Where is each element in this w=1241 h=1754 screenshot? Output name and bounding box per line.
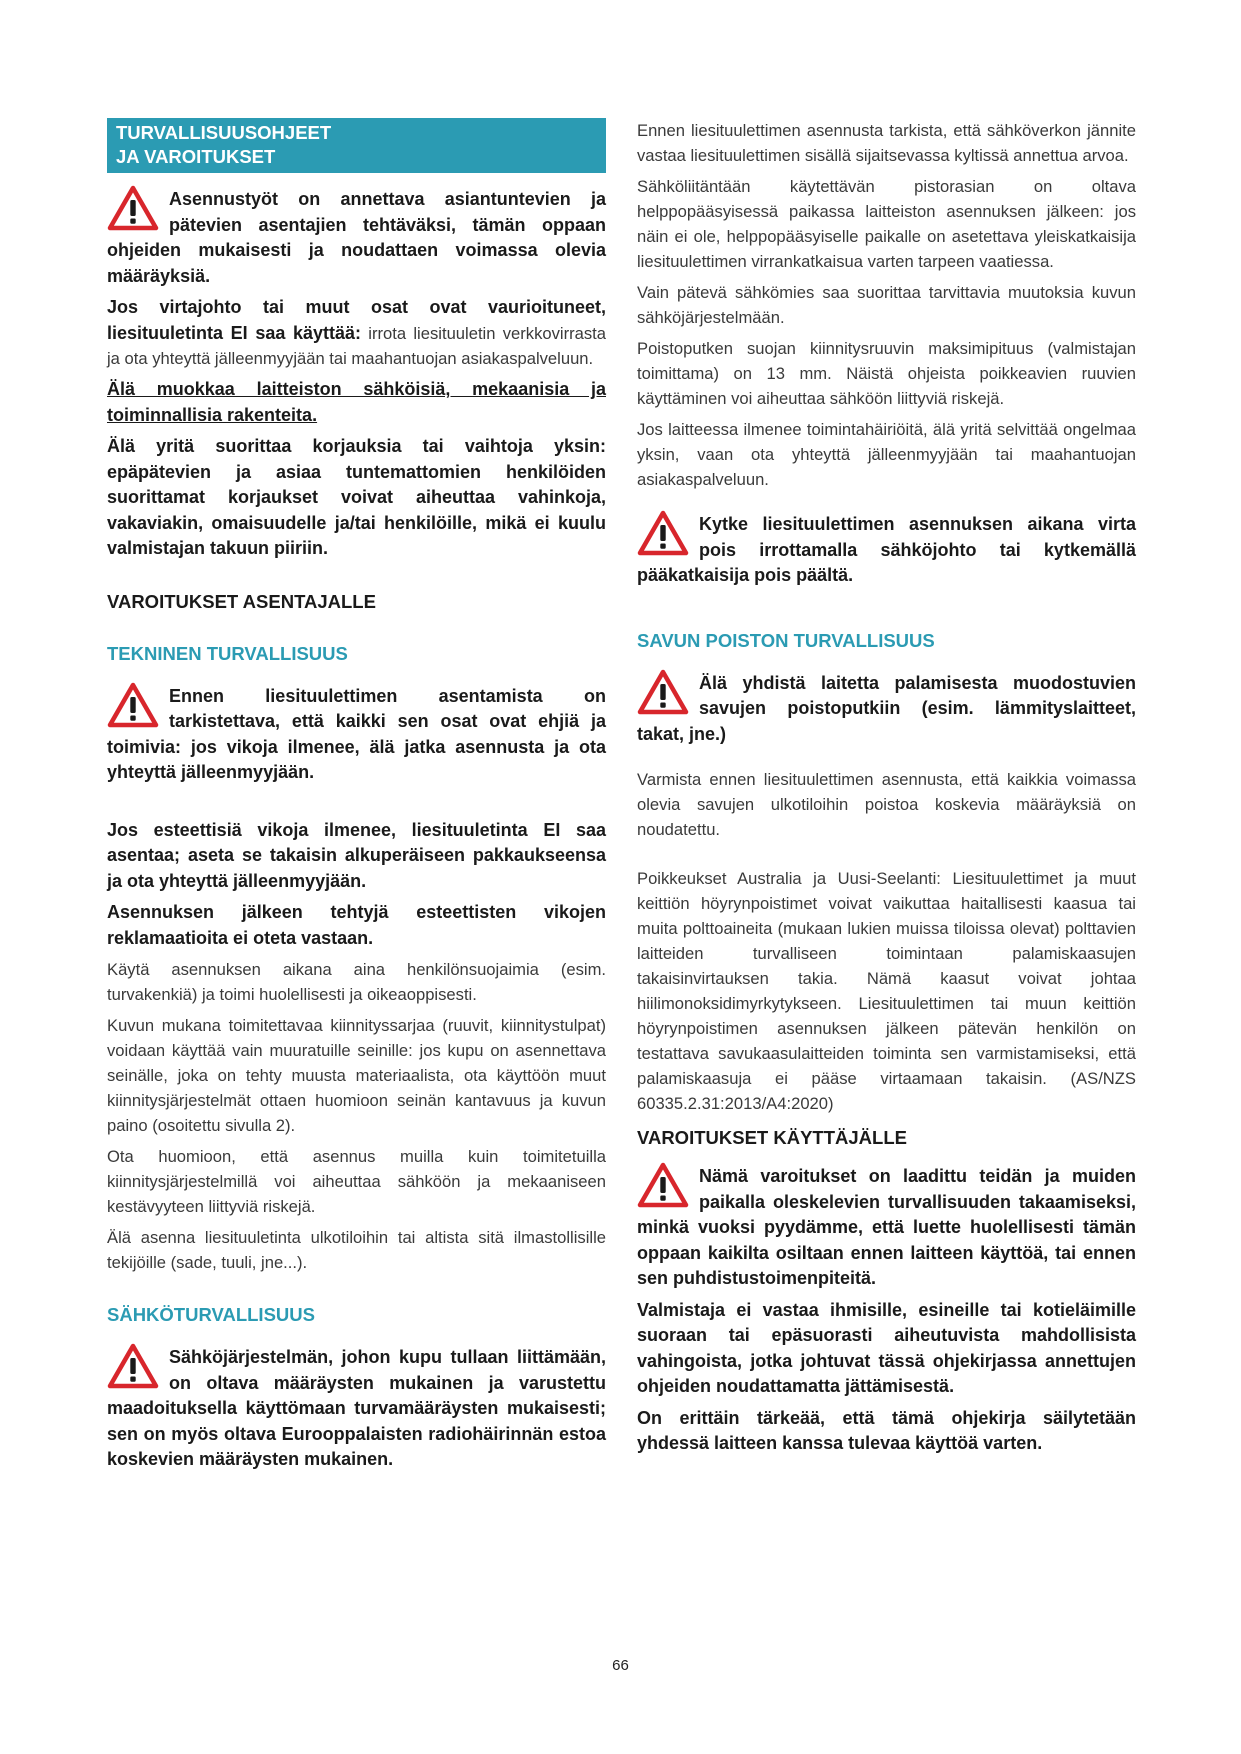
paragraph-other-fixings: Ota huomioon, että asennus muilla kuin toimitetuilla kiinnitysjärjestelmillä voi aiheuttaa sähköön ja mekaaniseen kestävyyteen liittyviä riskejä. [107,1147,606,1216]
paragraph-damaged-cord-rest: irrota liesituuletin verkkovirrasta ja ota yhteyttä jälleenmyyjään tai maahantuojan asiakaspalveluun. [107,323,606,368]
paragraph-no-modification: Älä muokkaa laitteiston sähköisiä, mekaanisia ja toiminnallisia rakenteita. [107,379,606,425]
warning-triangle-icon [107,1343,159,1389]
warning-triangle-icon [637,1162,689,1208]
warning-triangle-icon [107,185,159,231]
header-line-1: TURVALLISUUSOHJEET [116,122,332,143]
paragraph-no-claims: Asennuksen jälkeen tehtyjä esteettisten vikojen reklamaatioita ei oteta vastaan. [107,902,606,948]
heading-installer-warnings: VAROITUKSET ASENTAJALLE [107,590,376,612]
paragraph-screw-length: Poistoputken suojan kiinnitysruuvin maksimipituus (valmistajan toimittama) on 13 mm. Näistä ohjeista poikkeavien ruuvien käyttäminen voi aiheuttaa sähköön liittyviä riskejä. [637,339,1136,408]
right-column [637,118,1136,1463]
paragraph-no-outdoor: Älä asenna liesituuletinta ulkotiloihin tai altista sitä ilmastollisille tekijöille (sade, tuuli, jne...). [107,1228,606,1272]
page-number: 66 [612,1657,629,1674]
warning-installation [107,187,606,289]
warning-triangle-icon [637,669,689,715]
paragraph-voltage-check: Ennen liesituulettimen asennusta tarkista, että sähköverkon jännite vastaa liesituulettimen sisällä sijaitsevassa kyltissä annettua arvoa. [637,121,1136,165]
warning-disconnect-power [637,512,1136,589]
paragraph-mounting-kit: Kuvun mukana toimitettavaa kiinnityssarjaa (ruuvit, kiinnitystulpat) voidaan käyttää vain muuratuille seinille: jos kupu on asennettava seinälle, joka on tehty muusta materiaalista, ota käyttöön muut kiinnitysjärjestelmät ottaen huomioon seinän kantavuus ja kuvun paino (osoitettu sivulla 2). [107,1016,606,1135]
paragraph-qualified-electrician: Vain pätevä sähkömies saa suorittaa tarvittavia muutoksia kuvun sähköjärjestelmään. [637,283,1136,327]
paragraph-protective-gear: Käytä asennuksen aikana aina henkilönsuojaimia (esim. turvakenkiä) ja toimi huolellisesti ja oikeaoppisesti. [107,960,606,1004]
warning-electrical-system-text: Sähköjärjestelmän, johon kupu tullaan liittämään, on oltava määräysten mukainen ja varustettu maadoituksella käyttömaan turvamääräysten mukaisesti; sen on myös oltava Eurooppalaisten radiohäirinnän estoa koskevien määräysten mukainen. [107,1347,606,1469]
paragraph-malfunctions: Jos laitteessa ilmenee toimintahäiriöitä, älä yritä selvittää ongelmaa yksin, vaan ota yhteyttä jälleenmyyjään tai maahantuojan asiakaspalveluun. [637,420,1136,489]
heading-smoke-exhaust-safety: SAVUN POISTON TURVALLISUUS [637,629,935,651]
warning-check-parts-text: Ennen liesituulettimen asentamista on tarkistettava, että kaikki sen osat ovat ehjiä ja toimivia: jos vikoja ilmenee, älä jatka asennusta ja ota yhteyttä jälleenmyyjään. [107,685,606,782]
warning-triangle-icon [107,682,159,728]
warning-flue-connection [637,671,1136,748]
heading-user-warnings: VAROITUKSET KÄYTTÄJÄLLE [637,1127,907,1148]
warning-electrical-system [107,1345,606,1473]
paragraph-no-repairs: Älä yritä suorittaa korjauksia tai vaihtoja yksin: epäpätevien ja asiaa tuntemattomien henkilöiden suorittamat korjaukset voivat aiheuttaa vahinkoja, vakaviakin, omaisuudelle ja/tai henkilöille, mikä ei kuulu valmistajan takuun piiriin. [107,436,606,558]
warning-read-manual-text: Nämä varoitukset on laadittu teidän ja muiden paikalla oleskelevien turvallisuuden takaamiseksi, minkä vuoksi pyydämme, että luette huolellisesti tämän oppaan kaikilta osiltaan ennen laitteen käyttöä, tai ennen sen puhdistustoimenpiteitä. [637,1166,1136,1288]
warning-read-manual [637,1164,1136,1292]
heading-electrical-safety: SÄHKÖTURVALLISUUS [107,1304,315,1325]
section-header-safety [107,118,606,173]
warning-check-parts [107,684,606,786]
paragraph-damaged-cord-bold: Jos virtajohto tai muut osat ovat vaurioituneet, liesituuletinta EI saa käyttää: [107,297,606,343]
header-line-2: JA VAROITUKSET [116,146,276,167]
warning-triangle-icon [637,510,689,556]
paragraph-damaged-cord [107,295,606,371]
warning-flue-connection-text: Älä yhdistä laitetta palamisesta muodostuvien savujen poistoputkiin (esim. lämmityslaitteet, takat, jne.) [637,672,1136,744]
paragraph-australia-nz: Poikkeukset Australia ja Uusi-Seelanti: Liesituulettimet ja muut keittiön höyrynpoistimet voivat vaikuttaa haitallisesti kaasua tai muita polttoaineita (mukaan lukien muissa tiloissa olevat) polttavien laitteiden turvalliseen toimintaan palamiskaasujen takaisinvirtauksen takia. Nämä kaasut voivat johtaa hiilimonoksidimyrkytykseen. Liesituulettimen tai muun keittiön höyrynpoistimen asennuksen jälkeen pätevän henkilön on testattava savukaasulaitteiden toiminta sen varmistamiseksi, että palamiskaasuja ei pääse virtaamaan takaisin. (AS/NZS 60335.2.31:2013/A4:2020) [637,869,1136,1113]
left-column [107,118,606,1479]
paragraph-aesthetic-defects: Jos esteettisiä vikoja ilmenee, liesituuletinta EI saa asentaa; aseta se takaisin alkuperäiseen pakkaukseensa ja ota yhteyttä jälleenmyyjään. [107,819,606,891]
paragraph-exhaust-regulations: Varmista ennen liesituulettimen asennusta, että kaikkia voimassa olevia savujen ulkotiloihin poistoa koskevia määräyksiä on noudatettu. [637,770,1136,839]
heading-technical-safety: TEKNINEN TURVALLISUUS [107,642,348,664]
warning-installation-text: Asennustyöt on annettava asiantuntevien ja pätevien asentajien tehtäväksi, tämän oppaan ohjeiden mukaisesti ja noudattaen voimassa olevia määräyksiä. [107,189,606,286]
paragraph-liability: Valmistaja ei vastaa ihmisille, esineille tai kotieläimille suoraan tai epäsuorasti aiheutuvista mahdollisista vahingoista, jotka johtuvat tässä ohjekirjassa annettujen ohjeiden noudattamatta jättämisestä. [637,1299,1136,1396]
paragraph-socket-access: Sähköliitäntään käytettävän pistorasian on oltava helppopääsyisessä paikassa laitteiston asennuksen jälkeen: jos näin ei ole, helppopääsyiselle paikalle on asetettava yleiskatkaisija liesituulettimen virrankatkaisua varten tarpeen vaatiessa. [637,177,1136,271]
warning-disconnect-power-text: Kytke liesituulettimen asennuksen aikana virta pois irrottamalla sähköjohto tai kytkemällä pääkatkaisija pois päältä. [637,514,1136,585]
paragraph-keep-manual: On erittäin tärkeää, että tämä ohjekirja säilytetään yhdessä laitteen kanssa tulevaa käyttöä varten. [637,1407,1136,1453]
